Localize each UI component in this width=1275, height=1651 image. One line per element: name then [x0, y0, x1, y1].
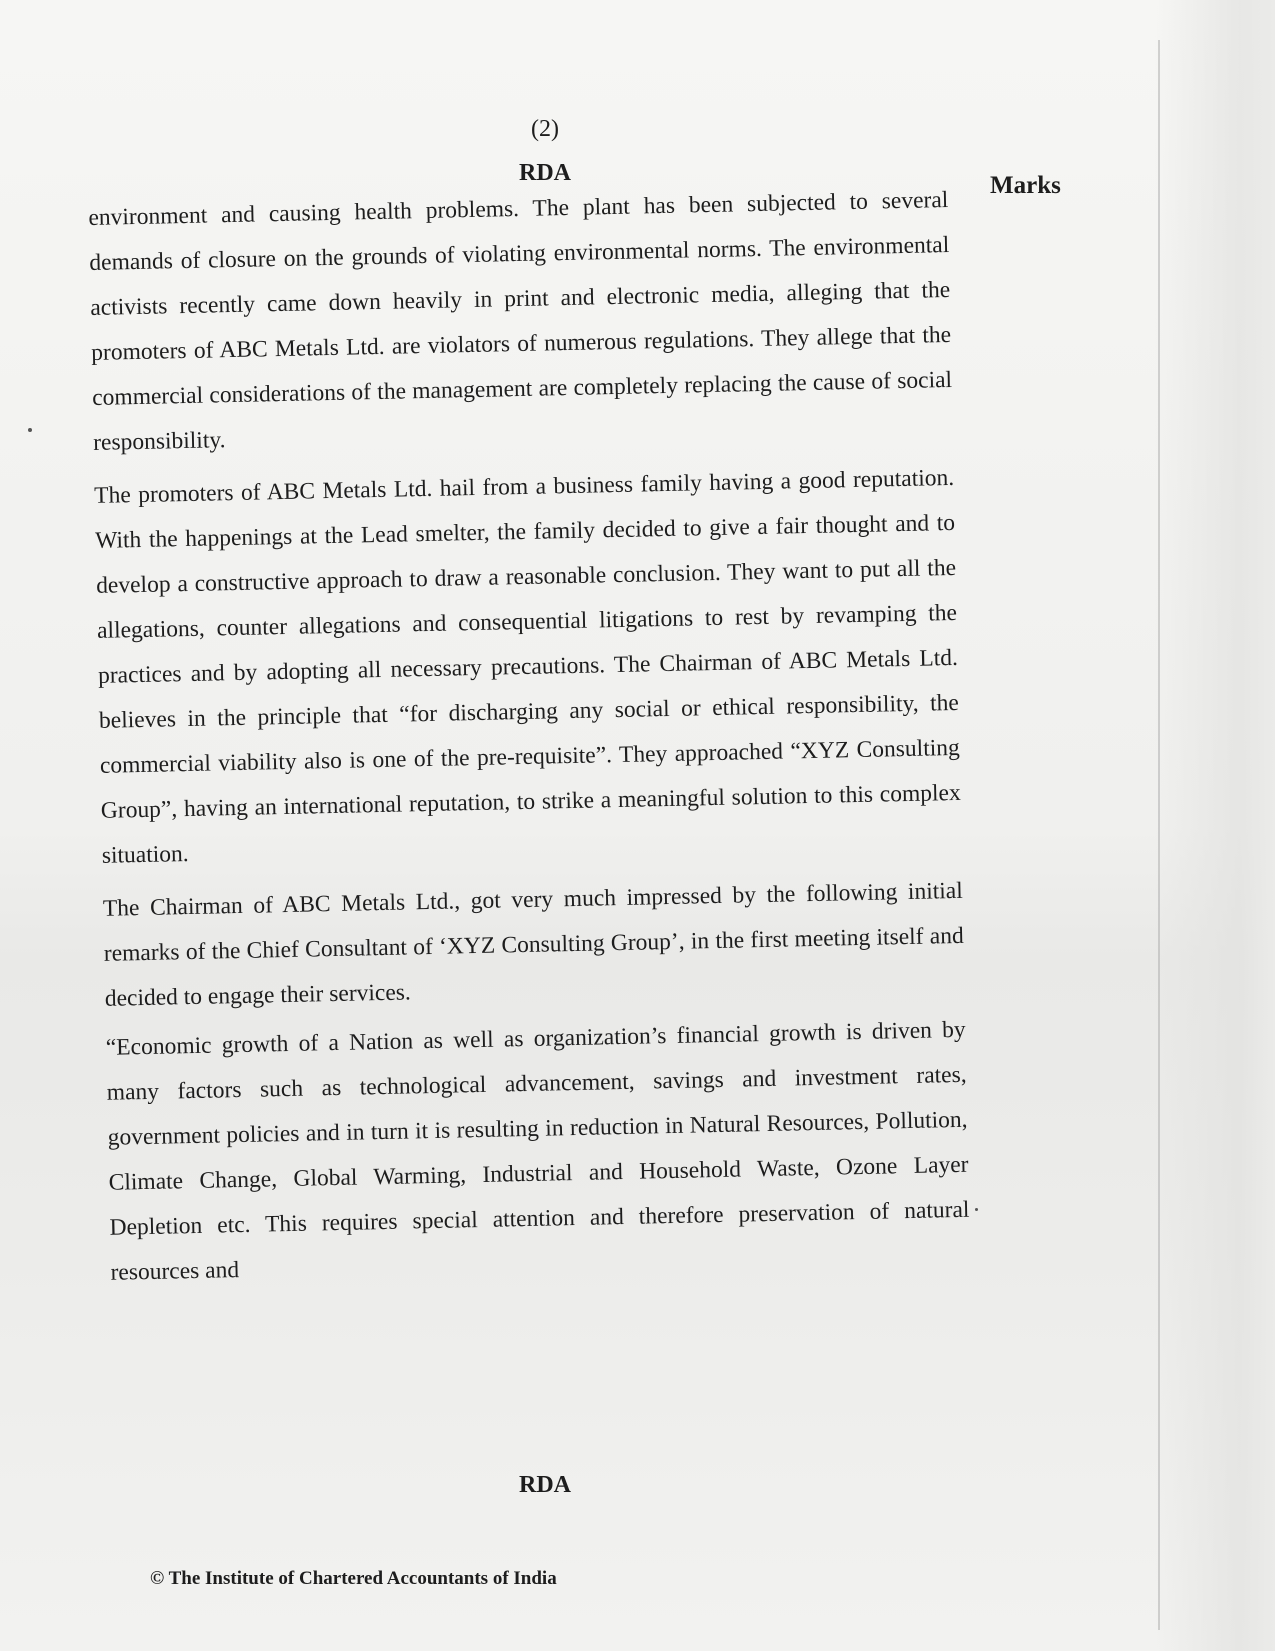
footer-paper-code: RDA [519, 1472, 571, 1498]
copyright-notice: © The Institute of Chartered Accountants of India [150, 1568, 557, 1589]
paragraph-3: The Chairman of ABC Metals Ltd., got very much impressed by the following initial remarks of the Chief Consultant of ‘XYZ Consulting Group’, in the first meeting itself and decided to engage their services. [102, 877, 964, 1012]
page-number: (2) [531, 116, 559, 142]
paragraph-2: The promoters of ABC Metals Ltd. hail from a business family having a good reputation. With the happenings at the Lead smelter, the family decided to give a fair thought and to develop a constructive approach to draw a reasonable conclusion. They want to put all the allegations, counter allegations and consequential litigations to rest by revamping the practices and by adopting all necessary precautions. The Chairman of ABC Metals Ltd. believes in the principle that “for discharging any social or ethical responsibility, the commercial viability also is one of the pre-requisite”. They approached “XYZ Consulting Group”, having an international reputation, to strike a meaningful solution to this complex situation. [94, 464, 961, 869]
header-paper-code: RDA [519, 160, 571, 186]
paragraph-1: environment and causing health problems. The plant has been subjected to several demands of closure on the grounds of violating environmental norms. The environmental activists recently came down heavily in print and electronic media, alleging that the promoters of ABC Metals Ltd. are violators of numerous regulations. They allege that the commercial considerations of the management are completely replacing the cause of social responsibility. [88, 186, 953, 456]
scan-speck [28, 428, 32, 432]
marks-column-label: Marks [990, 172, 1061, 199]
scan-speck [975, 1208, 978, 1211]
page-edge-line [1158, 40, 1160, 1630]
page-edge-shadow [1155, 0, 1275, 1651]
question-body [88, 178, 971, 1304]
paragraph-4: “Economic growth of a Nation as well as organization’s financial growth is driven by many factors such as technological advancement, savings and investment rates, government policies and in turn it is resulting in reduction in Natural Resources, Pollution, Climate Change, Global Warming, Industrial and Household Waste, Ozone Layer Depletion etc. This requires special attention and therefore preservation of natural resources and [105, 1016, 970, 1286]
